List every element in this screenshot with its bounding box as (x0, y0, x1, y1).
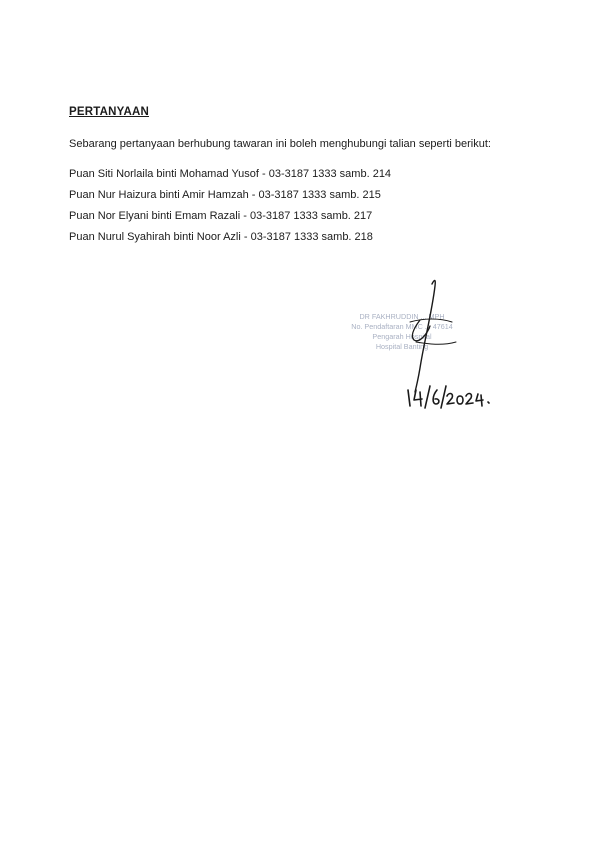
handwritten-signature (380, 272, 500, 412)
intro-paragraph: Sebarang pertanyaan berhubung tawaran ini boleh menghubungi talian seperti berikut: (69, 138, 491, 150)
stamp-line: Hospital Banting (375, 342, 429, 351)
section-heading: PERTANYAAN (69, 106, 149, 118)
contact-item: Puan Siti Norlaila binti Mohamad Yusof - 03-3187 1333 samb. 214 (69, 168, 392, 180)
handwritten-date (408, 386, 489, 408)
stamp-line: Pengarah Hospital (372, 332, 432, 341)
contact-item: Puan Nor Elyani binti Emam Razali - 03-3187 1333 samb. 217 (69, 210, 373, 222)
stamp-line: No. Pendaftaran MMC ... 47614 (351, 322, 453, 331)
contact-item: Puan Nur Haizura binti Amir Hamzah - 03-3187 1333 samb. 215 (69, 189, 381, 201)
stamp-line: DR FAKHRUDDIN ... MPH (359, 312, 445, 321)
contact-item: Puan Nurul Syahirah binti Noor Azli - 03-3187 1333 samb. 218 (69, 231, 373, 243)
contact-list (69, 167, 391, 251)
